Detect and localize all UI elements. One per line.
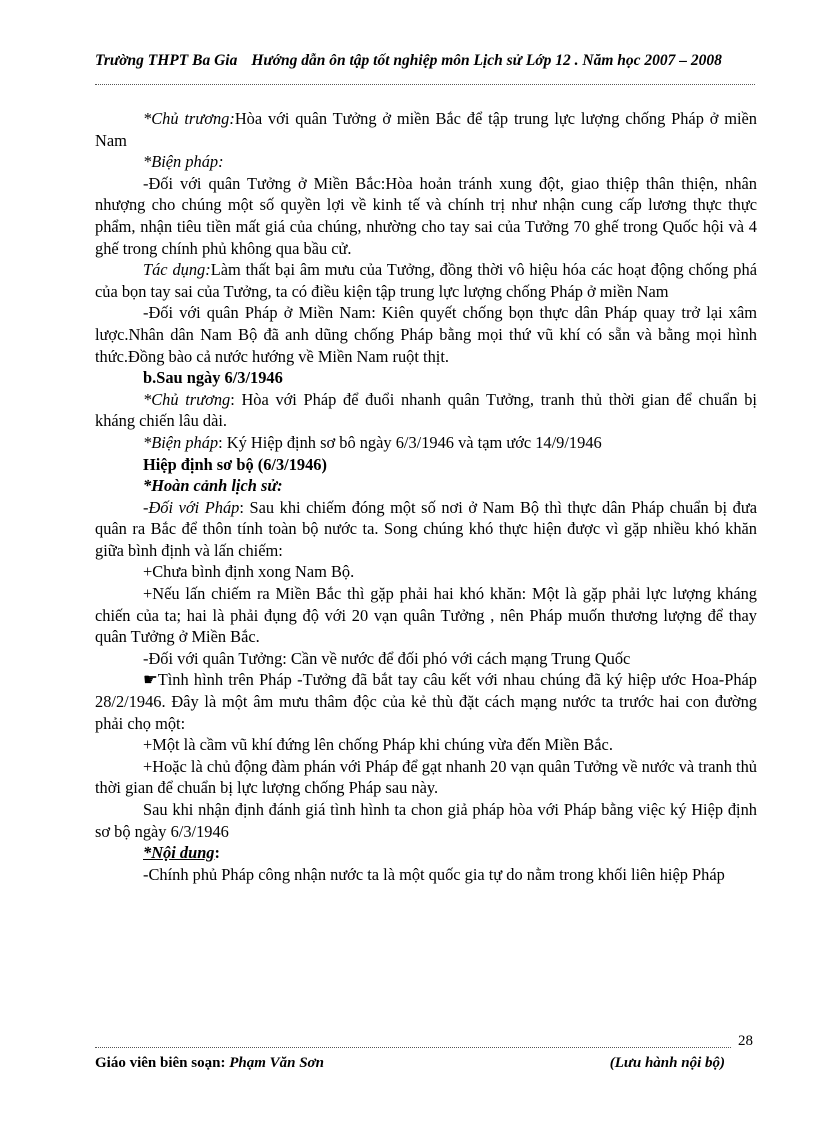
paragraph-effect <box>95 259 757 302</box>
effect-label: Tác dụng: <box>143 260 211 280</box>
france-label: -Đối với Pháp <box>143 497 240 517</box>
footer-divider <box>95 1047 731 1048</box>
heading-context: *Hoàn cảnh lịch sử: <box>143 476 283 496</box>
paragraph-conclusion: Sau khi nhận định đánh giá tình hình ta chon giả pháp hòa với Pháp bằng việc ký Hiệp định sơ bộ ngày 6/3/1946 <box>95 800 757 841</box>
policy-label-2: *Chủ trương <box>143 389 231 409</box>
measures-text-2: : Ký Hiệp định sơ bô ngày 6/3/1946 và tạm ước 14/9/1946 <box>218 432 602 452</box>
footer-note: (Lưu hành nội bộ) <box>609 1055 725 1071</box>
footer-author-name: Phạm Văn Sơn <box>229 1055 324 1071</box>
policy-text: Hòa với quân Tưởng ở miền Bắc để tập trung lực lượng chống Pháp ở miền Nam <box>95 109 757 150</box>
paragraph-bullet-1: +Chưa bình định xong Nam Bộ. <box>143 562 355 582</box>
measures-label-2: *Biện pháp <box>143 432 219 452</box>
paragraph-policy-1 <box>95 108 757 151</box>
measures-label: *Biện pháp: <box>143 152 224 172</box>
header-school: Trường THPT Ba Gia <box>95 52 238 69</box>
content-label: *Nội dung <box>143 843 215 863</box>
paragraph-policy-2 <box>95 389 757 432</box>
footer-author-label: Giáo viên biên soạn: <box>95 1055 230 1071</box>
section-heading-after: b.Sau ngày 6/3/1946 <box>143 368 283 388</box>
heading-content <box>95 842 757 864</box>
paragraph-france <box>95 497 757 562</box>
policy-text-2: : Hòa với Pháp để đuổi nhanh quân Tưởng, tranh thủ thời gian để chuẩn bị kháng chiến lâu dài. <box>95 389 757 431</box>
header-guide: Hướng dẫn ôn tập tốt nghiệp môn Lịch sử Lớp 12 . Năm học 2007 – 2008 <box>251 52 722 69</box>
paragraph-option-2: +Hoặc là chủ động đàm phán với Pháp để gạt nhanh 20 vạn quân Tưởng về nước và tranh thủ thời gian để chuẩn bị lực lượng chống Pháp sau này. <box>95 756 757 798</box>
paragraph-measures-2 <box>95 432 757 454</box>
paragraph-france-south: -Đối với quân Pháp ở Miền Nam: Kiên quyết chống bọn thực dân Pháp quay trở lại xâm lược.Nhân dân Nam Bộ đã anh dũng chống Pháp bằng mọi thứ vũ khí có sẵn và bằng mọi hình thức.Đồng bào cả nước hướng về Miền Nam ruột thịt. <box>95 303 757 366</box>
paragraph-bullet-2: +Nếu lấn chiếm ra Miền Bắc thì gặp phải hai khó khăn: Một là gặp phải lực lượng kháng chiến của ta; hai là phải đụng độ với 20 vạn quân Tưởng , nên Pháp muốn thương lượng để thay quân Tưởng ở Miền Bắc. <box>95 584 757 647</box>
paragraph-option-1: +Một là cầm vũ khí đứng lên chống Pháp khi chúng vừa đến Miền Bắc. <box>143 735 613 755</box>
document-body <box>95 108 757 885</box>
content-colon: : <box>214 843 220 863</box>
paragraph-tuong-north: -Đối với quân Tưởng ở Miền Bắc:Hòa hoản tránh xung đột, giao thiệp thân thiện, nhân nhượng cho chúng một số quyền lợi về kinh tế và chính trị như nhận cung cấp lương thực thực phẩm, nhận tiêu tiền mất giá của chúng, nhường cho tay sai của Tưởng 70 ghế trong Quốc hội và 4 ghế trong chính phủ không qua bầu cử. <box>95 173 757 258</box>
policy-label: *Chủ trương: <box>143 109 235 128</box>
effect-text: Làm thất bại âm mưu của Tưởng, đồng thời vô hiệu hóa các hoạt động chống phá của bọn tay sai của Tưởng, ta có điều kiện tập trung lực lượng chống Pháp ở miền Nam <box>95 260 757 301</box>
page-number: 28 <box>738 1033 753 1049</box>
section-heading-agreement: Hiệp định sơ bộ (6/3/1946) <box>143 454 327 474</box>
pointing-hand-icon: ☛ <box>143 670 158 690</box>
page-header <box>95 52 760 70</box>
paragraph-tuong: -Đối với quân Tưởng: Cần về nước để đối phó với cách mạng Trung Quốc <box>143 648 631 668</box>
header-divider <box>95 84 755 85</box>
france-text: : Sau khi chiếm đóng một số nơi ở Nam Bộ thì thực dân Pháp chuẩn bị đưa quân ra Bắc để thôn tính toàn bộ nước ta. Song chúng khó thực hiện được vì gặp nhiều khó khăn giữa bình định và lấn chiếm: <box>95 497 757 560</box>
situation-text: Tình hình trên Pháp -Tưởng đã bắt tay câu kết với nhau chúng đã ký hiệp ước Hoa-Pháp 28/2/1946. Đây là một âm mưu thâm độc của kẻ thù đặt cách mạng nước ta trước hai con đường phải chọ một: <box>95 670 757 733</box>
paragraph-situation <box>95 669 757 734</box>
paragraph-content-1: -Chính phủ Pháp công nhận nước ta là một quốc gia tự do nằm trong khối liên hiệp Pháp <box>143 864 725 884</box>
page-footer <box>95 1055 725 1072</box>
